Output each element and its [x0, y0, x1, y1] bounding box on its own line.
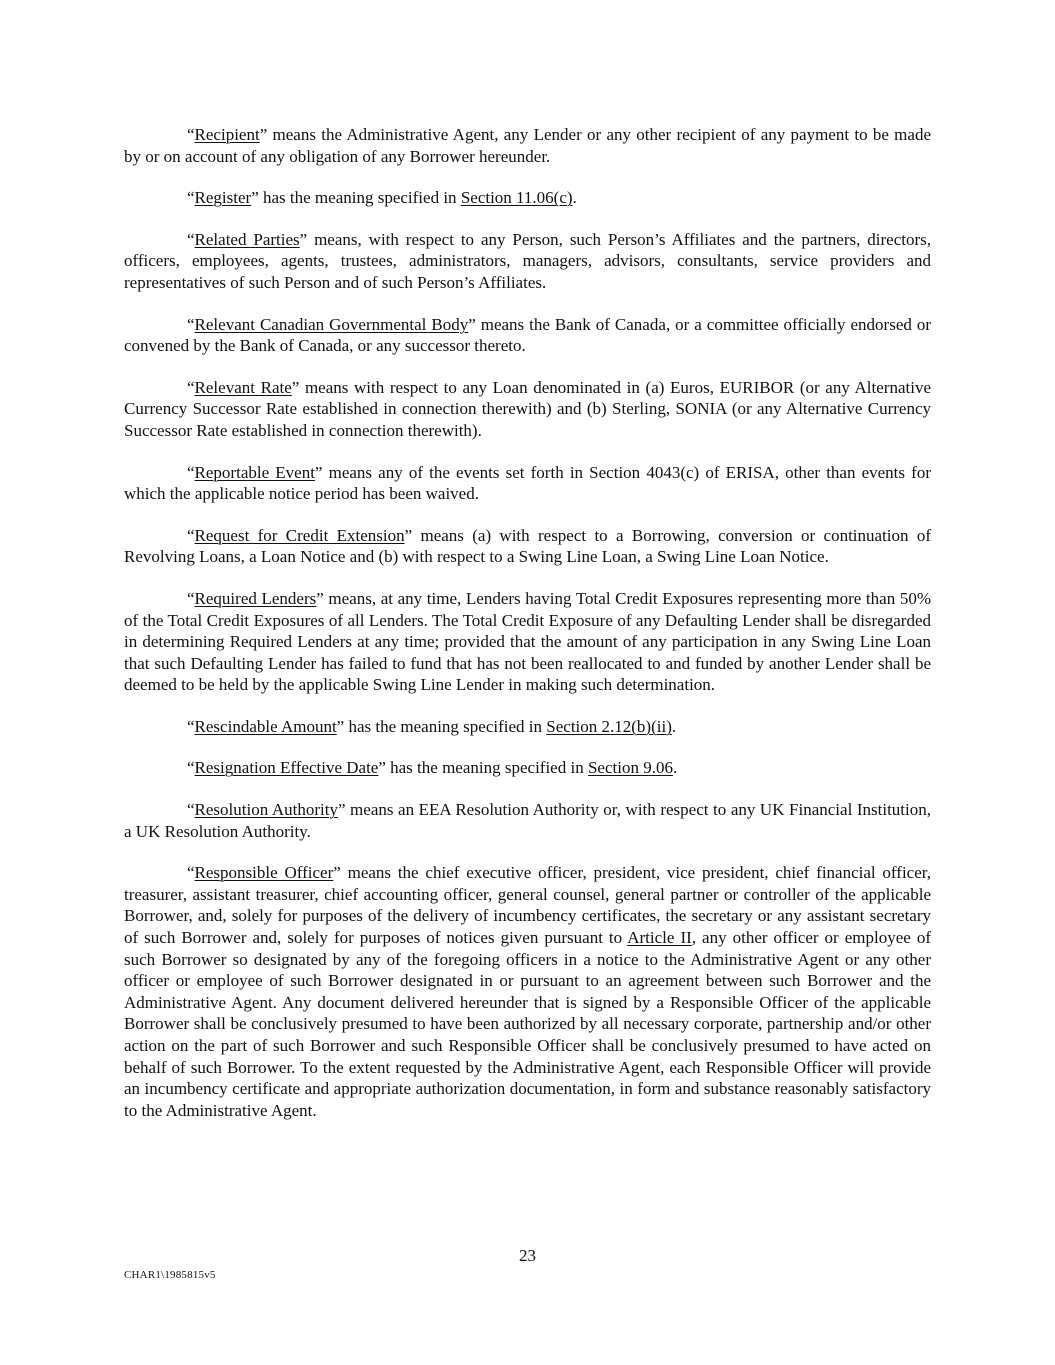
- definition-paragraph: “Relevant Canadian Governmental Body” means the Bank of Canada, or a committee officially endorsed or convened by the Bank of Canada, or any successor thereto.: [124, 314, 932, 356]
- definition-paragraph: “Reportable Event” means any of the events set forth in Section 4043(c) of ERISA, other than events for which the applicable notice period has been waived.: [124, 462, 931, 504]
- definition-tail: .: [572, 188, 577, 208]
- definition-tail: .: [672, 758, 678, 778]
- definition-text: ” means any of the events set forth in Section 4043(c) of ERISA, other than events for which the applicable notice period has been waived.: [124, 462, 931, 504]
- definition-paragraph: “Resolution Authority” means an EEA Resolution Authority or, with respect to any UK Financial Institution, a UK Resolution Authority.: [124, 800, 931, 841]
- section-reference: Section 9.06: [587, 758, 673, 778]
- defined-term: Resolution Authority: [194, 800, 338, 820]
- defined-term: Request for Credit Extension: [194, 525, 405, 545]
- definition-text: ” means an EEA Resolution Authority or, with respect to any UK Financial Institution, a UK Resolution Authority.: [124, 800, 931, 841]
- defined-term: Responsible Officer: [194, 863, 334, 883]
- definition-text: ” means the Administrative Agent, any Lender or any other recipient of any payment to be made by or on account of any obligation of any Borrower hereunder.: [124, 125, 931, 166]
- definition-text: ” has the meaning specified in: [378, 758, 588, 778]
- definition-paragraph: “Request for Credit Extension” means (a) with respect to a Borrowing, conversion or continuation of Revolving Loans, a Loan Notice and (b) with respect to a Swing Line Loan, a Swing Line Loan Notice.: [124, 525, 931, 567]
- defined-term: Relevant Canadian Governmental Body: [194, 314, 469, 334]
- definition-text: ” has the meaning specified in: [251, 188, 461, 208]
- definition-paragraph: “Recipient” means the Administrative Agent, any Lender or any other recipient of any payment to be made by or on account of any obligation of any Borrower hereunder.: [124, 125, 931, 166]
- definition-text: ” means with respect to any Loan denominated in (a) Euros, EURIBOR (or any Alternative Currency Successor Rate established in connection therewith) and (b) Sterling, SONIA (or any Alternative Currency Successor Rate established in connection therewith).: [124, 377, 931, 440]
- definition-text: ” has the meaning specified in: [336, 716, 547, 736]
- defined-term: Required Lenders: [194, 588, 317, 608]
- document-body: [124, 124, 931, 1141]
- section-reference: Section 11.06(c): [460, 188, 573, 208]
- definition-text: ” means, at any time, Lenders having Total Credit Exposures representing more than 50% of the Total Credit Exposures of all Lenders. The Total Credit Exposure of any Defaulting Lender shall be disregarded in determining Required Lenders at any time; provided that the amount of any participation in any Swing Line Loan that such Defaulting Lender has failed to fund that has not been reallocated to and funded by another Lender shall be deemed to be held by the applicable Swing Line Lender in making such determination.: [124, 588, 931, 695]
- defined-term: Rescindable Amount: [194, 716, 337, 736]
- defined-term: Reportable Event: [194, 462, 315, 482]
- defined-term: Recipient: [194, 125, 260, 144]
- page-number: 23: [519, 1246, 536, 1265]
- defined-term: Register: [194, 188, 252, 208]
- definition-text: ” means the chief executive officer, president, vice president, chief financial officer, treasurer, assistant treasurer, chief accounting officer, general counsel, general partner or controller of the applicable Borrower, and, solely for purposes of the delivery of incumbency certificates, the secretary or any assistant secretary of such Borrower and, solely for purposes of notices given pursuant to: [124, 863, 931, 948]
- definition-paragraph: “Required Lenders” means, at any time, Lenders having Total Credit Exposures representing more than 50% of the Total Credit Exposures of all Lenders. The Total Credit Exposure of any Defaulting Lender shall be disregarded in determining Required Lenders at any time; provided that the amount of any participation in any Swing Line Loan that such Defaulting Lender has failed to fund that has not been reallocated to and funded by another Lender shall be deemed to be held by the applicable Swing Line Lender in making such determination.: [124, 588, 931, 695]
- definition-text: ” means, with respect to any Person, such Person’s Affiliates and the partners, directors, officers, employees, agents, trustees, administrators, managers, advisors, consultants, service providers and representatives of such Person and of such Person’s Affiliates.: [124, 229, 931, 292]
- definition-text: ” means (a) with respect to a Borrowing, conversion or continuation of Revolving Loans, a Loan Notice and (b) with respect to a Swing Line Loan, a Swing Line Loan Notice.: [124, 525, 931, 567]
- definition-tail: , any other officer or employee of such Borrower so designated by any of the foregoing officers in a notice to the Administrative Agent or any other officer or employee of such Borrower designated in or pursuant to an agreement between such Borrower and the Administrative Agent. Any document delivered hereunder that is signed by a Responsible Officer of the applicable Borrower shall be conclusively presumed to have been authorized by all necessary corporate, partnership and/or other action on the part of such Borrower and such Responsible Officer shall be conclusively presumed to have acted on behalf of such Borrower. To the extent requested by the Administrative Agent, each Responsible Officer will provide an incumbency certificate and appropriate authorization documentation, in form and substance reasonably satisfactory to the Administrative Agent.: [124, 928, 931, 1120]
- definition-paragraph: “Register” has the meaning specified in Section 11.06(c).: [187, 188, 577, 208]
- definition-tail: .: [671, 716, 677, 736]
- definition-paragraph: “Resignation Effective Date” has the meaning specified in Section 9.06.: [187, 758, 678, 778]
- definition-paragraph: “Related Parties” means, with respect to any Person, such Person’s Affiliates and the partners, directors, officers, employees, agents, trustees, administrators, managers, advisors, consultants, service providers and representatives of such Person and of such Person’s Affiliates.: [124, 229, 931, 292]
- definition-paragraph: “Rescindable Amount” has the meaning specified in Section 2.12(b)(ii).: [187, 716, 677, 736]
- definition-paragraph: “Relevant Rate” means with respect to any Loan denominated in (a) Euros, EURIBOR (or any Alternative Currency Successor Rate established in connection therewith) and (b) Sterling, SONIA (or any Alternative Currency Successor Rate established in connection therewith).: [124, 377, 931, 440]
- defined-term: Related Parties: [194, 229, 300, 249]
- defined-term: Resignation Effective Date: [194, 758, 379, 778]
- defined-term: Relevant Rate: [194, 377, 292, 397]
- definition-text: ” means the Bank of Canada, or a committee officially endorsed or convened by the Bank of Canada, or any successor thereto.: [124, 314, 932, 356]
- section-reference: Section 2.12(b)(ii): [546, 716, 672, 736]
- definition-paragraph: “Responsible Officer” means the chief executive officer, president, vice president, chief financial officer, treasurer, assistant treasurer, chief accounting officer, general counsel, general partner or controller of the applicable Borrower, and, solely for purposes of the delivery of incumbency certificates, the secretary or any assistant secretary of such Borrower and, solely for purposes of notices given pursuant to Article II, any other officer or employee of such Borrower so designated by any of the foregoing officers in a notice to the Administrative Agent or any other officer or employee of such Borrower designated in or pursuant to an agreement between such Borrower and the Administrative Agent. Any document delivered hereunder that is signed by a Responsible Officer of the applicable Borrower shall be conclusively presumed to have been authorized by all necessary corporate, partnership and/or other action on the part of such Borrower and such Responsible Officer shall be conclusively presumed to have acted on behalf of such Borrower. To the extent requested by the Administrative Agent, each Responsible Officer will provide an incumbency certificate and appropriate authorization documentation, in form and substance reasonably satisfactory to the Administrative Agent.: [124, 863, 931, 1120]
- document-id: CHAR1\1985815v5: [124, 1269, 216, 1281]
- section-reference: Article II: [627, 928, 692, 948]
